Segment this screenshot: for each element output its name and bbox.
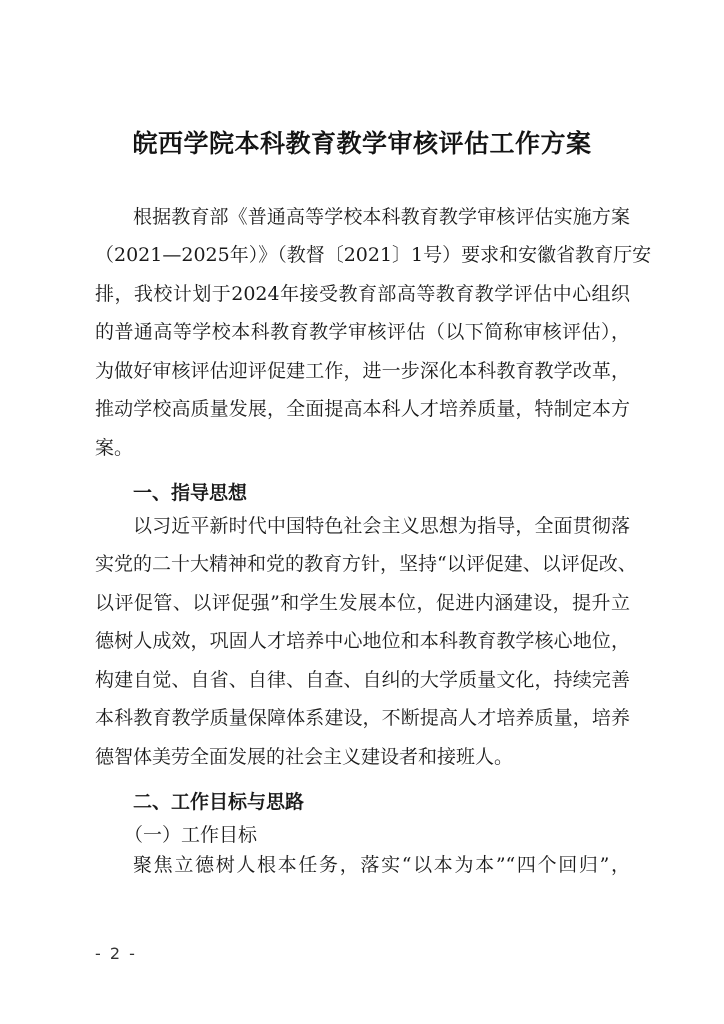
section1-line: 实党的二十大精神和党的教育方针，坚持“以评促建、以评促改、 [95, 553, 637, 575]
intro-line: 根据教育部《普通高等学校本科教育教学审核评估实施方案 [133, 206, 630, 228]
section1-line: 构建自觉、自省、自律、自查、自纠的大学质量文化，持续完善 [95, 669, 630, 691]
section1-line: 本科教育教学质量保障体系建设，不断提高人才培养质量，培养 [95, 707, 630, 729]
subsection-heading-work-goals: （一）工作目标 [124, 824, 258, 846]
document-title: 皖西学院本科教育教学审核评估工作方案 [132, 129, 592, 158]
intro-line: 推动学校高质量发展，全面提高本科人才培养质量，特制定本方 [95, 398, 630, 420]
section1-line: 以习近平新时代中国特色社会主义思想为指导，全面贯彻落 [133, 515, 630, 537]
intro-line: 案。 [95, 437, 134, 459]
section1-line: 德智体美劳全面发展的社会主义建设者和接班人。 [95, 746, 514, 768]
section-heading-guiding-ideology: 一、指导思想 [133, 482, 248, 504]
intro-line: 排，我校计划于2024年接受教育部高等教育教学评估中心组织 [95, 283, 630, 305]
section1-line: 以评促管、以评促强”和学生发展本位，促进内涵建设，提升立 [95, 592, 630, 614]
intro-line: （2021—2025年）》（教督〔2021〕1号）要求和安徽省教育厅安 [95, 244, 652, 266]
section1-line: 德树人成效，巩固人才培养中心地位和本科教育教学核心地位， [95, 630, 630, 652]
intro-line: 的普通高等学校本科教育教学审核评估（以下简称审核评估）， [95, 321, 630, 343]
page-number: - 2 - [95, 944, 137, 963]
section2-line: 聚焦立德树人根本任务，落实“以本为本”“四个回归”， [133, 854, 630, 876]
intro-line: 为做好审核评估迎评促建工作，进一步深化本科教育教学改革， [95, 360, 630, 382]
section-heading-goals: 二、工作目标与思路 [133, 791, 305, 813]
